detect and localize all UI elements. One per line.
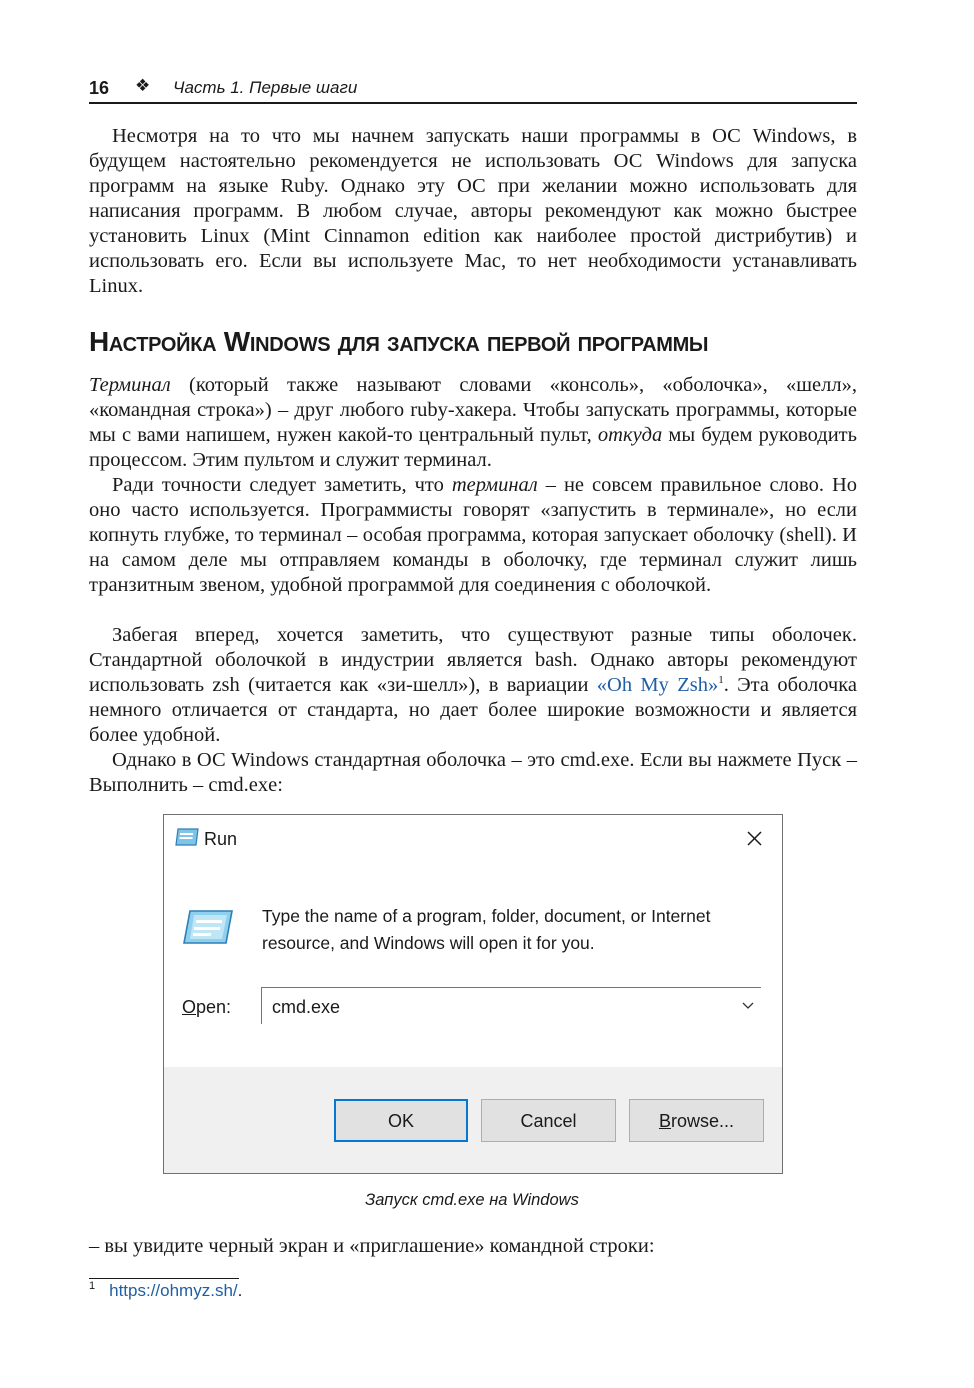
paragraph-precision xyxy=(89,473,857,598)
footnote xyxy=(89,1281,242,1301)
footnote-number: 1 xyxy=(89,1280,96,1292)
section-heading: Настройка Windows для запуска первой программы xyxy=(89,326,709,357)
term-whence: откуда xyxy=(597,424,663,446)
paragraph-text: – не совсем правильное слово. Но оно часто используется. Программисты говорят «запустить в терминале», но если копнуть глубже, то терминал – особая программа, которая запускает оболочку (shell). И на самом деле мы отправляем команды в оболочку, где терминал служит лишь транзитным звеном, удобной программой для соединения с оболочкой. xyxy=(89,474,857,596)
label-text: pen: xyxy=(196,997,232,1017)
chevron-down-icon xyxy=(741,998,755,1012)
paragraph-text: Забегая вперед, хочется заметить, что существуют разные типы оболочек. Стандартной оболочкой в индустрии является bash. Однако авторы рекомендуют использовать zsh (читается как «зи-шелл»), в вариации xyxy=(89,624,857,696)
browse-button[interactable] xyxy=(629,1099,764,1142)
footnote-end: . xyxy=(237,1281,243,1300)
close-button[interactable] xyxy=(739,825,771,853)
running-header xyxy=(89,76,857,104)
paragraph-text: . Эта оболочка немного отличается от стандарта, но дает более широкие возможности и является более удобной. xyxy=(89,674,857,746)
run-icon xyxy=(175,828,199,846)
paragraph-text: (который также называют словами «консоль», «оболочка», «шелл», «командная строка») – друг любого ruby-хакера. Чтобы запускать программы, которые мы с вами напишем, нужен какой-то центральный пульт, xyxy=(89,374,857,446)
footnote-divider xyxy=(89,1278,239,1279)
close-icon xyxy=(739,825,771,853)
title-bar[interactable] xyxy=(164,815,782,863)
paragraph-cmd: Однако в ОС Windows стандартная оболочка – это cmd.exe. Если вы нажмете Пуск – Выполнить – cmd.exe: xyxy=(89,749,857,796)
open-combobox[interactable] xyxy=(261,987,761,1024)
figure-caption: Запуск cmd.exe на Windows xyxy=(365,1191,579,1209)
footnote-ref[interactable]: 1 xyxy=(718,674,724,687)
chapter-title: Часть 1. Первые шаги xyxy=(173,78,358,97)
paragraph-shells xyxy=(89,623,857,748)
page-number: 16 xyxy=(89,78,110,98)
term-terminal: терминал xyxy=(451,474,538,496)
open-input[interactable]: cmd.exe xyxy=(272,997,341,1017)
mnemonic: B xyxy=(658,1111,671,1131)
dropdown-button[interactable] xyxy=(741,998,755,1012)
open-label xyxy=(182,997,231,1018)
paragraph-terminal xyxy=(89,373,857,473)
term-terminal: Терминал xyxy=(89,374,171,396)
button-label: rowse... xyxy=(670,1111,735,1131)
paragraph-text: мы будем руководить процессом. Этим пультом и служит терминал. xyxy=(89,424,857,471)
header-separator-icon: ❖ xyxy=(135,76,151,95)
ok-button[interactable]: OK xyxy=(334,1099,468,1142)
run-dialog xyxy=(163,814,783,1174)
dialog-description: Type the name of a program, folder, document, or Internet resource, and Windows will open it for you. xyxy=(262,906,711,953)
run-icon xyxy=(182,909,234,945)
paragraph-text: Ради точности следует заметить, что xyxy=(112,474,452,496)
paragraph-intro: Несмотря на то что мы начнем запускать наши программы в ОС Windows, в будущем настоятельно рекомендуется не использовать ОС Windows для запуска программ на языке Ruby. Однако эту ОС при желании можно использовать для написания программ. В любом случае, авторы рекомендуют как можно быстрее установить Linux (Mint Cinnamon edition как наиболее простой дистрибутив) и использовать его. Если вы используете Mac, то нет необходимости устанавливать Linux. xyxy=(89,125,857,297)
mnemonic: O xyxy=(182,997,197,1017)
dialog-title: Run xyxy=(204,829,238,849)
cancel-button[interactable]: Cancel xyxy=(481,1099,616,1142)
footnote-link[interactable]: https://ohmyz.sh/ xyxy=(109,1281,238,1300)
paragraph-prompt: – вы увидите черный экран и «приглашение» командной строки: xyxy=(89,1235,655,1257)
oh-my-zsh-link[interactable]: «Oh My Zsh» xyxy=(596,674,719,696)
